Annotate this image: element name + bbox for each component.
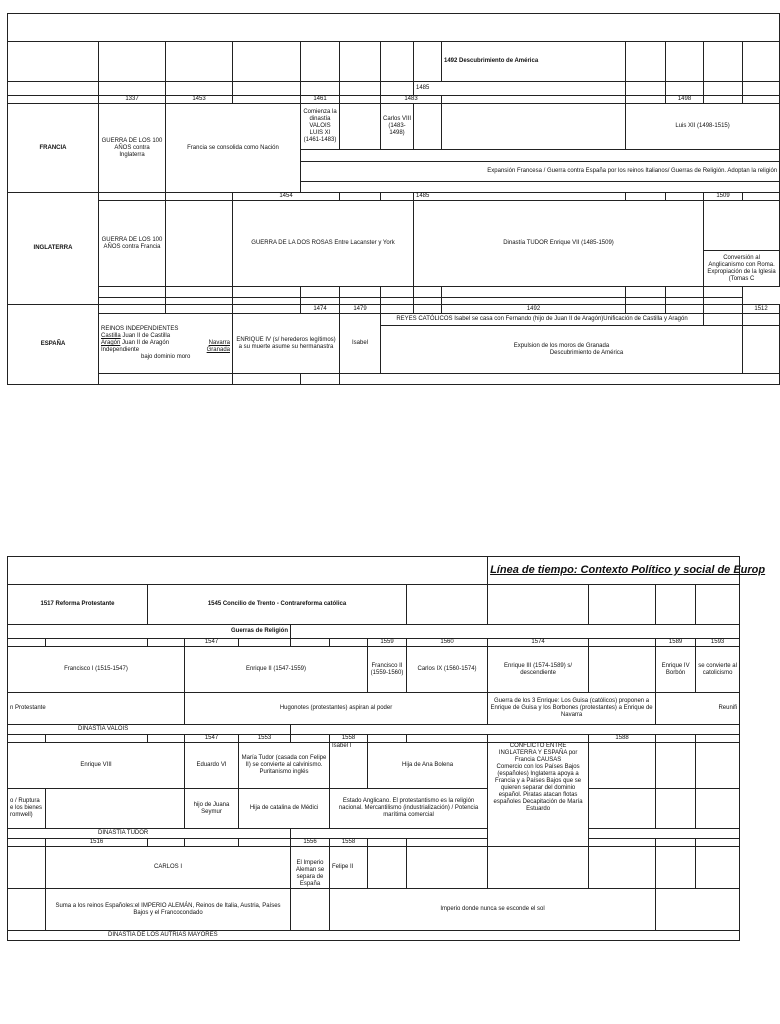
enrique-8: Enrique VIII (8, 743, 185, 789)
dinastia-tudor: DINASTÍA TUDOR (8, 829, 291, 839)
maria-tudor: María Tudor (casada con Felipe II) se convierte al calvinismo. Puritanismo inglés (239, 743, 330, 789)
guerras-religion: Guerras de Religión (8, 625, 291, 639)
francisco-2: Francisco II (1559-1560) (368, 647, 407, 693)
francia-expansion: Expansión Francesa / Guerra contra España por los reinos Italianos/ Guerras de Religión. Adoptan la religión (301, 162, 780, 182)
inglaterra-dos-rosas: GUERRA DE LA DOS ROSAS Entre Lacanster y York (233, 201, 414, 287)
row-label-francia: FRANCIA (8, 104, 99, 193)
concilio-trento: 1545 Concilio de Trento - Contrareforma católica (148, 585, 407, 625)
espana-reinos: REINOS INDEPENDIENTES Castilla Juan II de Castilla Aragón Juan II de Aragón Navarra Independiente Granada bajo dominio moro (99, 314, 233, 374)
timeline-table-top (7, 13, 780, 385)
religion-protestante: n Protestante (8, 693, 185, 725)
year-1589: 1589 (656, 639, 696, 647)
convierte-catolicismo: se convierte al catolicismo (696, 647, 740, 693)
suma-reinos: Suma a los reinos Españoles:el IMPERIO ALEMÁN, Reinos de Italia, Austria, Países Bajos y el Francocondado (46, 889, 291, 931)
guerra-tres-enrique: Guerra de los 3 Enrique: Los Guisa (católicos) proponen a Enrique de Guisa y los Borbones (protestantes) a Enrique de Navarra (488, 693, 656, 725)
year-1593: 1593 (696, 639, 740, 647)
row-label-espana: ESPAÑA (8, 305, 99, 385)
page-title: Línea de tiempo: Contexto Político y social de Europ (488, 557, 740, 585)
year-1492: 1492 (442, 305, 626, 314)
year-1547: 1547 (185, 639, 239, 647)
inglaterra-guerra-100: GUERRA DE LOS 100 AÑOS contra Francia (99, 201, 166, 287)
year-1588: 1588 (589, 735, 656, 743)
enrique-4-borbon: Enrique IV Borbón (656, 647, 696, 693)
imperio-sol: Imperio donde nunca se esconde el sol (330, 889, 656, 931)
year-1553: 1553 (239, 735, 291, 743)
espana-enrique4: ENRIQUE IV (s/ herederos legítimos) a su muerte asume su hermanastra (233, 314, 340, 374)
year-1479: 1479 (340, 305, 381, 314)
conflicto-inglaterra-espana: CONFLICTO ENTRE INGLATERRA Y ESPAÑA por Francia CAUSAS Comercio con los Países Bajos (españoles) Inglaterra apoya a Francia y a Países Bajos que se quieren separar del dominio español. Piratas atacan flotas españoles Decapitación de María Estuardo (488, 743, 589, 847)
year-1559: 1559 (368, 639, 407, 647)
francia-luis12: Luis XII (1498-1515) (626, 104, 780, 150)
ruptura: o / Ruptura e los bienes romwell) (8, 789, 46, 829)
espana-reyes-catolicos: REYES CATÓLICOS Isabel se casa con Fernando (hijo de Juan II de Aragón)Unificación de Castilla y Aragón (381, 314, 704, 326)
blank-header-row (8, 14, 780, 42)
enrique-3: Enrique III (1574-1589) s/ descendiente (488, 647, 589, 693)
isabel-1: Isabel I (330, 743, 368, 789)
year-1454: 1454 (233, 193, 340, 201)
inglaterra-tudor: Dinastía TUDOR Enrique VII (1485-1509) (414, 201, 704, 287)
year-1485b: 1485 (414, 193, 626, 201)
francia-carlos8: Carlos VIII (1483-1498) (381, 104, 414, 150)
year-1560: 1560 (407, 639, 488, 647)
francia-consolida: Francia se consolida como Nación (166, 104, 301, 193)
inglaterra-anglicanismo: Conversión al Anglicanismo con Roma. Expropiación de la Iglesia (Tomas C (704, 251, 780, 287)
hija-ana-bolena: Hija de Ana Bolena (368, 743, 488, 789)
year-1337: 1337 (99, 96, 166, 104)
year-1558: 1558 (330, 735, 368, 743)
year-1574: 1574 (488, 639, 589, 647)
year-1498: 1498 (666, 96, 704, 104)
reforma-protestante: 1517 Reforma Protestante (8, 585, 148, 625)
year-1485: 1485 (414, 82, 626, 96)
imperio-aleman-separa: El Imperio Aleman se separa de España (291, 847, 330, 889)
year-1547b: 1547 (185, 735, 239, 743)
timeline-table-bottom (7, 556, 766, 941)
year-1453: 1453 (166, 96, 233, 104)
year-1474: 1474 (301, 305, 340, 314)
row-label-inglaterra: INGLATERRA (8, 193, 99, 305)
enrique-2: Enrique II (1547-1559) (185, 647, 368, 693)
year-1556: 1556 (291, 839, 330, 847)
year-1509: 1509 (704, 193, 743, 201)
reunifica: Reunifi (656, 693, 740, 725)
year-1512: 1512 (743, 305, 780, 314)
espana-isabel: Isabel (340, 314, 381, 374)
felipe-2: Felipe II (330, 847, 368, 889)
francia-guerra-100: GUERRA DE LOS 100 AÑOS contra Inglaterra (99, 104, 166, 193)
carlos-1: CARLOS I (46, 847, 291, 889)
estado-anglicano: Estado Anglicano. El protestantismo es la religión nacional. Mercantilismo (industrialización) / Potencia marítima comercial (330, 789, 488, 829)
year-1516: 1516 (46, 839, 148, 847)
dinastia-valois: DINASTÍA VALOIS (8, 725, 291, 735)
francisco-1: Francisco I (1515-1547) (8, 647, 185, 693)
hijo-juana-seymur: hijo de Juana Seymur (185, 789, 239, 829)
event-1492: 1492 Descubrimiento de América (442, 42, 626, 82)
year-1461: 1461 (301, 96, 340, 104)
year-1558b: 1558 (330, 839, 368, 847)
dinastia-austrias: DINASTÍA DE LOS AUTRIAS MAYORES (8, 931, 740, 941)
eduardo-6: Eduardo VI (185, 743, 239, 789)
espana-expulsion: Expulsion de los moros de Granada Descubrimiento de América (381, 326, 743, 374)
hija-catalina: Hija de catalina de Médici (239, 789, 330, 829)
carlos-9: Carlos IX (1560-1574) (407, 647, 488, 693)
francia-valois: Comienza la dinastía VALOIS LUIS XI (1461-1483) (301, 104, 340, 150)
hugonotes: Hugonotes (protestantes) aspiran al poder (185, 693, 488, 725)
year-1483: 1483 (381, 96, 442, 104)
